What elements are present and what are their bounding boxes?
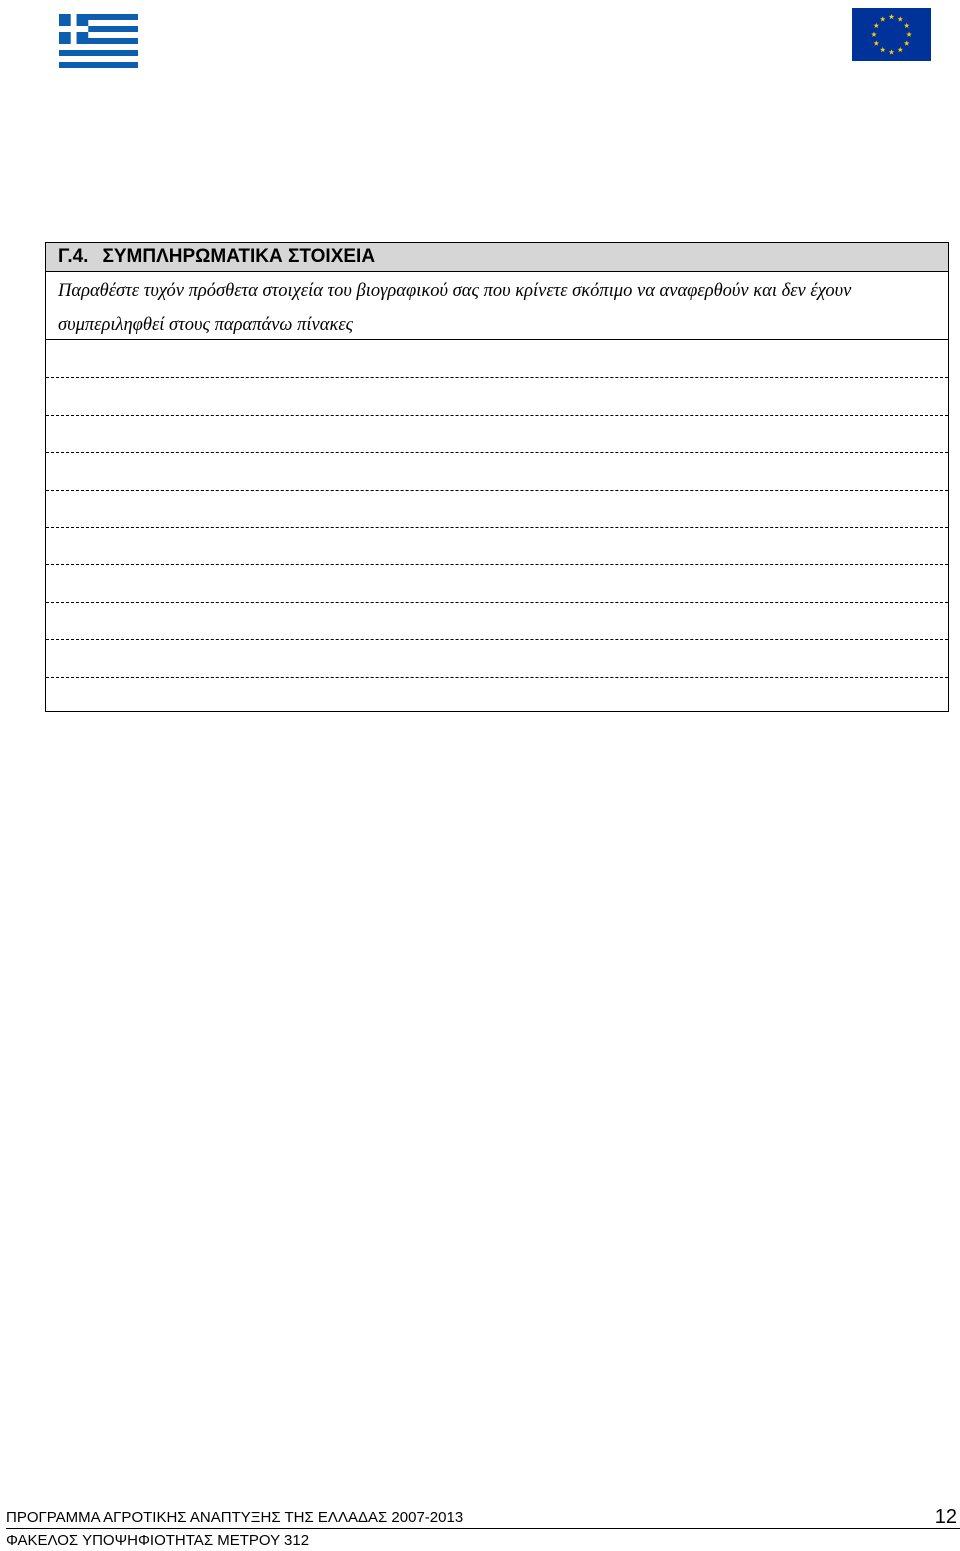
footer-divider <box>6 1528 960 1529</box>
dashed-writing-line <box>46 415 948 416</box>
section-instructions: Παραθέστε τυχόν πρόσθετα στοιχεία του βιογραφικού σας που κρίνετε σκόπιμο να αναφερθούν και δεν έχουν συμπεριληφθεί στους παραπάνω πίνακες <box>46 272 948 340</box>
dashed-writing-line <box>46 452 948 453</box>
dashed-writing-line <box>46 677 948 678</box>
answer-writing-area[interactable] <box>46 340 948 711</box>
section-code: Γ.4. <box>58 246 89 267</box>
footer-program-title: ΠΡΟΓΡΑΜΜΑ ΑΓΡΟΤΙΚΗΣ ΑΝΑΠΤΥΞΗΣ ΤΗΣ ΕΛΛΑΔΑΣ 2007-2013 <box>6 1509 464 1526</box>
section-title: ΣΥΜΠΛΗΡΩΜΑΤΙΚΑ ΣΤΟΙΧΕΙΑ <box>102 246 376 267</box>
dashed-writing-line <box>46 602 948 603</box>
supplementary-info-form <box>45 242 949 712</box>
section-header <box>46 243 948 272</box>
greek-flag-icon <box>59 14 138 68</box>
footer-dossier-title: ΦΑΚΕΛΟΣ ΥΠΟΨΗΦΙΟΤΗΤΑΣ ΜΕΤΡΟΥ 312 <box>6 1532 310 1549</box>
dashed-writing-line <box>46 639 948 640</box>
dashed-writing-line <box>46 377 948 378</box>
dashed-writing-line <box>46 527 948 528</box>
page-number: 12 <box>934 1506 957 1528</box>
dashed-writing-line <box>46 564 948 565</box>
eu-flag-icon <box>852 8 931 61</box>
dashed-writing-line <box>46 490 948 491</box>
